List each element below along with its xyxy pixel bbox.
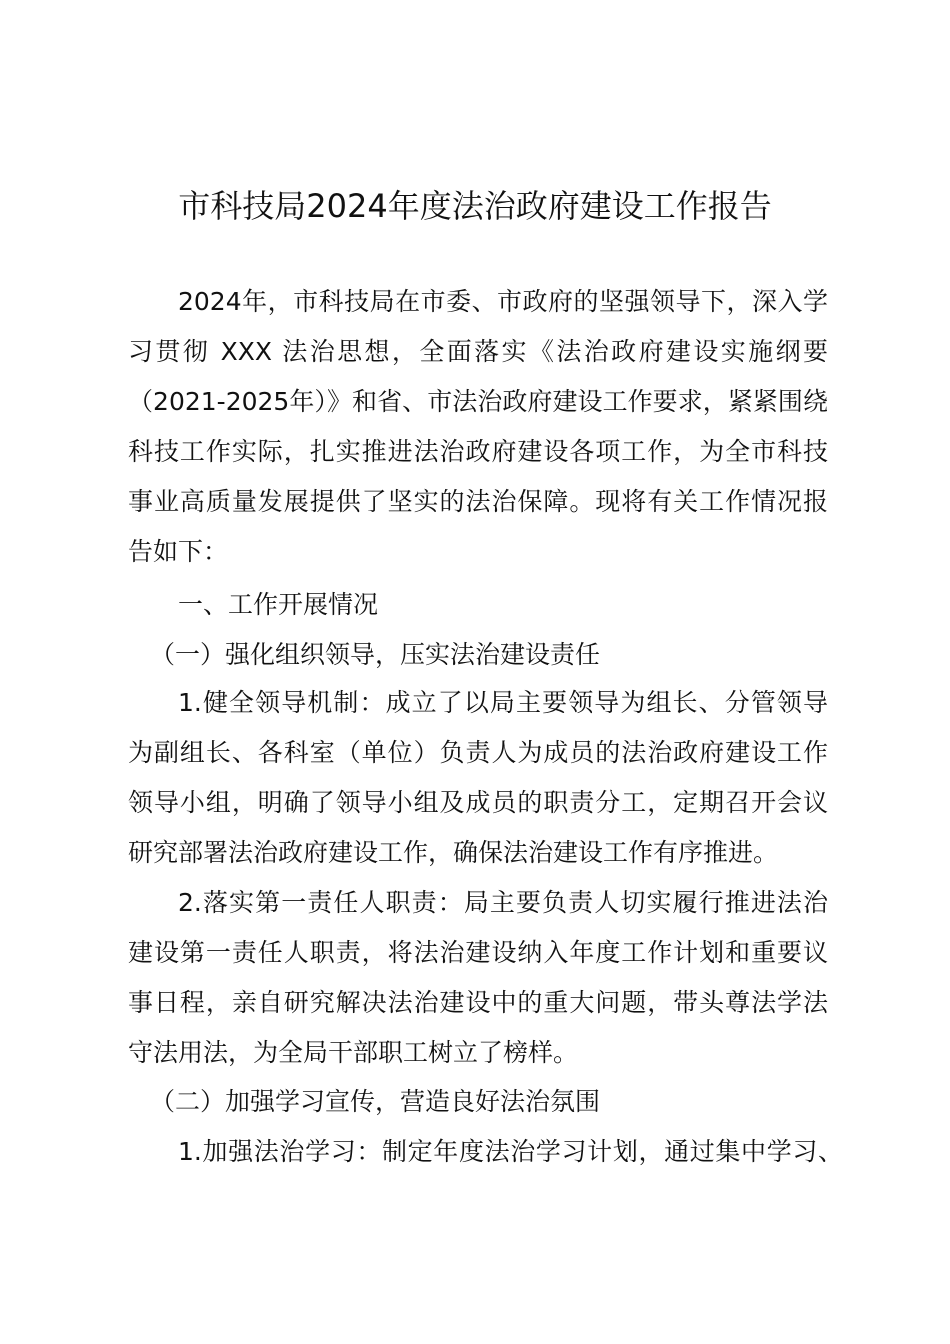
paragraph-line: 事业高质量发展提供了坚实的法治保障。现将有关工作情况报 — [128, 487, 828, 516]
paragraph-line: 科技工作实际，扎实推进法治政府建设各项工作，为全市科技 — [128, 437, 828, 466]
paragraph-line: 为副组长、各科室（单位）负责人为成员的法治政府建设工作 — [128, 738, 828, 767]
document-title: 市科技局2024年度法治政府建设工作报告 — [178, 187, 772, 225]
paragraph-line: 告如下： — [128, 537, 229, 566]
section-heading: 一、工作开展情况 — [178, 590, 379, 619]
subsection-heading: （一）强化组织领导，压实法治建设责任 — [150, 640, 601, 669]
subsection-heading: （二）加强学习宣传，营造良好法治氛围 — [150, 1087, 601, 1116]
paragraph-line: 2.落实第一责任人职责：局主要负责人切实履行推进法治 — [178, 888, 828, 917]
paragraph-line: 研究部署法治政府建设工作，确保法治建设工作有序推进。 — [128, 838, 779, 867]
paragraph-line: 事日程，亲自研究解决法治建设中的重大问题，带头尊法学法 — [128, 988, 828, 1017]
paragraph-line: 习贯彻 XXX 法治思想，全面落实《法治政府建设实施纲要 — [128, 337, 828, 366]
paragraph-line: 建设第一责任人职责，将法治建设纳入年度工作计划和重要议 — [128, 938, 828, 967]
paragraph-line: 守法用法，为全局干部职工树立了榜样。 — [128, 1038, 579, 1067]
paragraph-line: 2024年，市科技局在市委、市政府的坚强领导下，深入学 — [178, 287, 828, 316]
paragraph-line: 领导小组，明确了领导小组及成员的职责分工，定期召开会议 — [128, 788, 828, 817]
paragraph-line: 1.加强法治学习：制定年度法治学习计划，通过集中学习、 — [178, 1137, 843, 1166]
paragraph-line: 1.健全领导机制：成立了以局主要领导为组长、分管领导 — [178, 688, 828, 717]
paragraph-line: （2021-2025年）》和省、市法治政府建设工作要求，紧紧围绕 — [128, 387, 828, 416]
